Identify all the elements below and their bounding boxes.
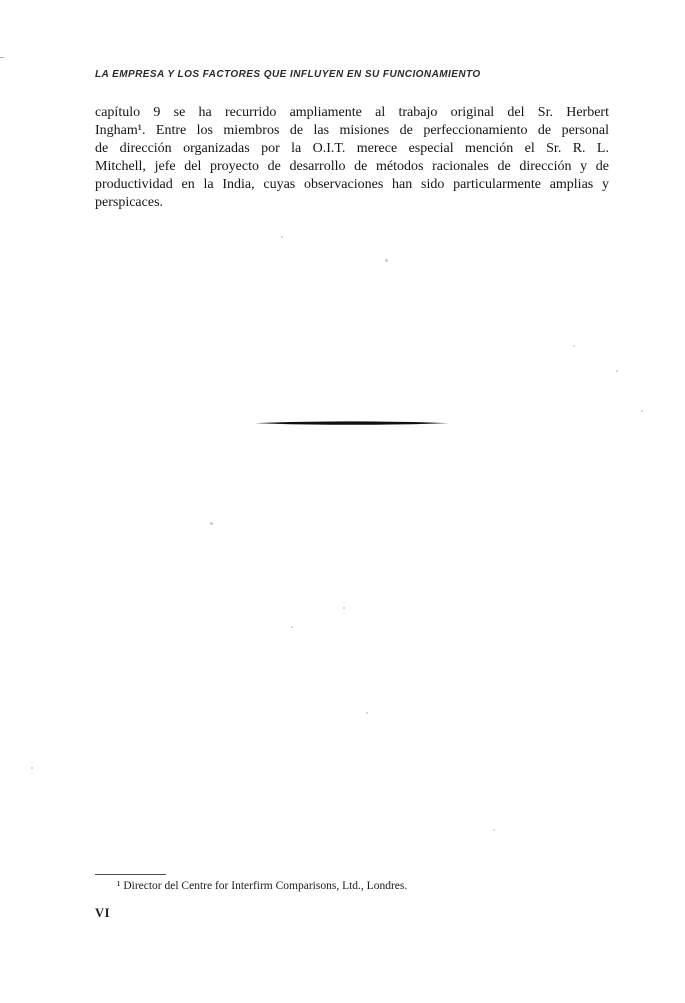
scan-speck (291, 626, 293, 628)
paragraph-line: productividad en la India, cuyas observaciones han sido particularmente amplias y (95, 177, 609, 192)
running-header: LA EMPRESA Y LOS FACTORES QUE INFLUYEN EN SU FUNCIONAMIENTO (95, 69, 481, 80)
scan-speck (385, 259, 388, 262)
scan-speck (616, 370, 618, 372)
paragraph-line: Ingham¹. Entre los miembros de las misiones de perfeccionamiento de personal (95, 123, 609, 138)
paragraph-line: de dirección organizadas por la O.I.T. merece especial mención el Sr. R. L. (95, 141, 609, 156)
scan-speck (641, 410, 643, 412)
scan-speck (493, 829, 495, 831)
paragraph-line: capítulo 9 se ha recurrido ampliamente al trabajo original del Sr. Herbert (95, 105, 609, 120)
scan-speck (281, 236, 283, 238)
footnote-text: ¹ Director del Centre for Interfirm Comparisons, Ltd., Londres. (117, 880, 408, 892)
body-paragraph (95, 104, 609, 212)
scan-speck (210, 522, 213, 525)
section-divider-rule (255, 413, 448, 418)
scan-speck (343, 607, 345, 609)
footnote-separator-rule (95, 874, 166, 875)
page-number: VI (95, 906, 111, 920)
paragraph-line: Mitchell, jefe del proyecto de desarrollo de métodos racionales de dirección y de (95, 159, 609, 174)
paragraph-line: perspicaces. (95, 195, 164, 210)
scan-speck (573, 345, 575, 347)
scan-speck (31, 767, 33, 769)
scan-edge-mark (0, 57, 4, 58)
scan-speck (366, 712, 368, 714)
